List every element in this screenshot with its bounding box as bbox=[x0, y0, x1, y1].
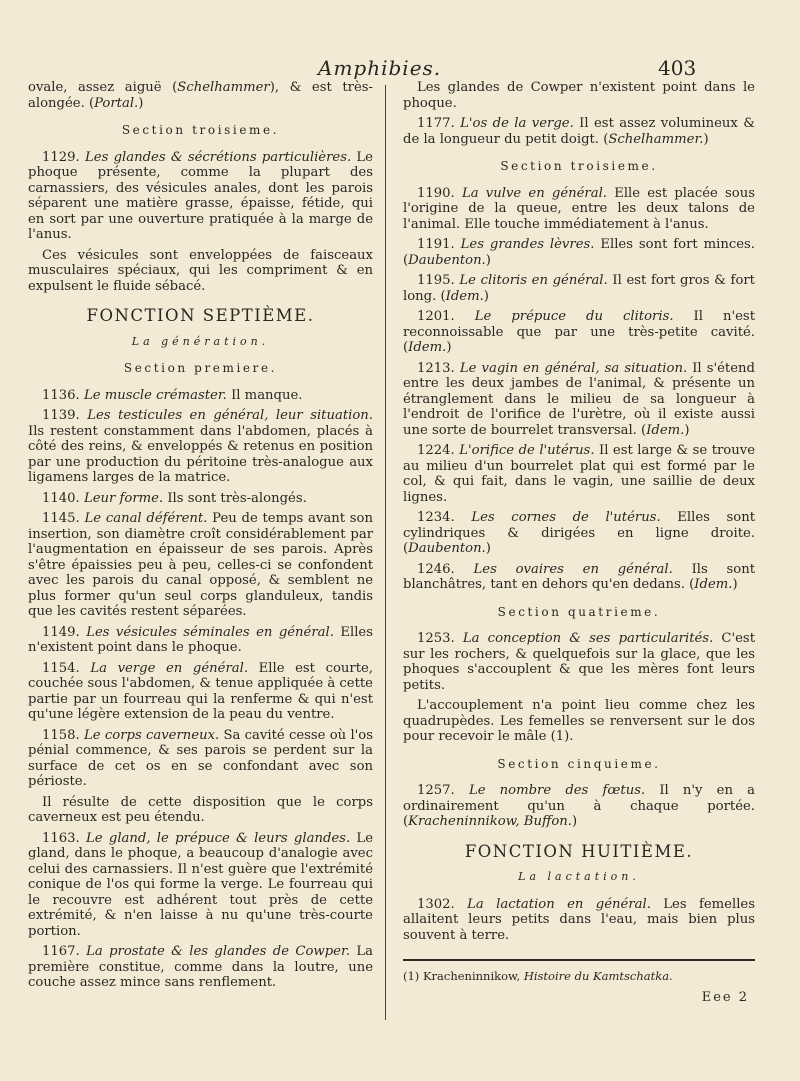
article-1177: 1177. L'os de la verge. Il est assez volumineux & de la longueur du petit doigt. (Schelhammer.) bbox=[403, 116, 755, 147]
section-heading: Section cinquieme. bbox=[497, 756, 661, 771]
article-1253-continued: L'accouplement n'a point lieu comme chez les quadrupèdes. Les femelles se renversent sur le dos pour recevoir le mâle (1). bbox=[403, 698, 755, 744]
column-divider bbox=[385, 85, 386, 1020]
running-head bbox=[0, 52, 800, 82]
footnote-rule bbox=[403, 959, 755, 961]
section-heading: Section troisieme. bbox=[121, 123, 280, 137]
article-1129: 1129. Les glandes & sécrétions particulières. Le phoque présente, comme la plupart des carnassiers, des vésicules anales, dont les parois séparent une matière grasse, épaisse, fétide, qui en sort par une ouverture pratiquée à la marge de l'anus. bbox=[28, 149, 373, 242]
article-1253: 1253. La conception & ses particularités. C'est sur les rochers, & quelquefois sur la glace, que les phoques s'accouplent & que les mères font leurs petits. bbox=[403, 631, 755, 693]
article-1201: 1201. Le prépuce du clitoris. Il n'est reconnoissable que par une très-petite cavité. (Idem.) bbox=[403, 309, 755, 355]
paragraph-continuation: ovale, assez aiguë (Schelhammer), & est très-alongée. (Portal.) bbox=[28, 80, 374, 111]
article-1154: 1154. La verge en général. Elle est courte, couchée sous l'abdomen, & tenue appliquée à cette partie par un fourreau qui la renferme & qui n'est qu'une légère extension de la peau du ventre. bbox=[28, 660, 373, 722]
footnote: (1) Kracheninnikow, Histoire du Kamtschatka. bbox=[403, 969, 673, 983]
article-1224: 1224. L'orifice de l'utérus. Il est large & se trouve au milieu d'un bourrelet plat qui est formé par le col, & qui fait, dans le vagin, une saillie de deux lignes. bbox=[403, 443, 755, 505]
paragraph-continuation: Les glandes de Cowper n'existent point dans le phoque. bbox=[403, 80, 755, 111]
article-1158: 1158. Le corps caverneux. Sa cavité cesse où l'os pénial commence, & ses parois se perdent sur la surface de cet os en se confondant avec son périoste. bbox=[28, 727, 373, 789]
function-heading: FONCTION HUITIÈME. bbox=[464, 841, 694, 861]
running-title: Amphibies. bbox=[318, 56, 442, 80]
signature-mark: Eee 2 bbox=[701, 989, 749, 1005]
article-1140: 1140. Leur forme. Ils sont très-alongés. bbox=[42, 490, 307, 506]
section-heading: Section quatrieme. bbox=[497, 604, 661, 619]
chapter-subheading: La génération. bbox=[131, 334, 270, 348]
article-1149: 1149. Les vésicules séminales en général. Elles n'existent point dans le phoque. bbox=[28, 624, 373, 655]
article-1190: 1190. La vulve en général. Elle est placée sous l'origine de la queue, entre les deux talons de l'animal. Elle touche immédiatement à l'anus. bbox=[403, 185, 755, 232]
section-heading: Section troisieme. bbox=[500, 159, 658, 173]
article-1302: 1302. La lactation en général. Les femelles allaitent leurs petits dans l'eau, mais bien plus souvent à terre. bbox=[403, 896, 755, 943]
chapter-subheading: La lactation. bbox=[518, 870, 640, 883]
article-1246: 1246. Les ovaires en général. Ils sont blanchâtres, tant en dehors qu'en dedans. (Idem.) bbox=[403, 561, 755, 592]
page-number: 403 bbox=[658, 56, 697, 80]
left-column bbox=[28, 80, 373, 996]
article-1145: 1145. Le canal déférent. Peu de temps avant son insertion, son diamètre croît considérablement par l'augmentation en épaisseur de ses parois. Après s'être épaissies peu à peu, celles-ci se confondent avec les parois du canal opposé, & semblent ne plus former qu'un seul corps glanduleux, tandis que les cavités restent séparées. bbox=[28, 511, 373, 619]
article-1234: 1234. Les cornes de l'utérus. Elles sont cylindriques & dirigées en ligne droite. (Daubenton.) bbox=[403, 510, 755, 556]
function-heading: FONCTION SEPTIÈME. bbox=[86, 306, 315, 325]
right-column bbox=[403, 80, 755, 1005]
article-1163: 1163. Le gland, le prépuce & leurs glandes. Le gland, dans le phoque, a beaucoup d'analogie avec celui des carnassiers. Il n'est guère que l'extrémité conique de l'os qui forme la verge. Le fourreau qui le recouvre est adhérent tout près de cette extrémité, & n'en laisse à nu qu'une très-courte portion. bbox=[28, 830, 373, 939]
article-1129-continued: Ces vésicules sont enveloppées de faisceaux musculaires spéciaux, qui les compriment & en expulsent le fluide sébacé. bbox=[28, 247, 373, 294]
article-1167: 1167. La prostate & les glandes de Cowper. La première constitue, comme dans la loutre, une couche assez mince sans renflement. bbox=[28, 944, 373, 990]
article-1213: 1213. Le vagin en général, sa situation. Il s'étend entre les deux jambes de l'animal, & présente un étranglement dans le milieu de sa longueur à l'endroit de l'orifice de l'urètre, où il existe aussi une sorte de bourrelet transversal. (Idem.) bbox=[403, 360, 755, 438]
article-1158-continued: Il résulte de cette disposition que le corps caverneux est peu étendu. bbox=[28, 794, 373, 825]
article-1195: 1195. Le clitoris en général. Il est fort gros & fort long. (Idem.) bbox=[403, 273, 755, 304]
article-1257: 1257. Le nombre des fœtus. Il n'y en a ordinairement qu'un à chaque portée. (Kracheninnikow, Buffon.) bbox=[403, 783, 755, 829]
section-heading: Section premiere. bbox=[123, 361, 278, 375]
article-1136: 1136. Le muscle crémaster. Il manque. bbox=[42, 387, 303, 403]
article-1139: 1139. Les testicules en général, leur situation. Ils restent constamment dans l'abdomen, placés à côté des reins, & enveloppés & retenus en position par une production du péritoine très-analogue aux ligamens larges de la matrice. bbox=[28, 408, 373, 485]
article-1191: 1191. Les grandes lèvres. Elles sont fort minces. (Daubenton.) bbox=[403, 237, 755, 268]
